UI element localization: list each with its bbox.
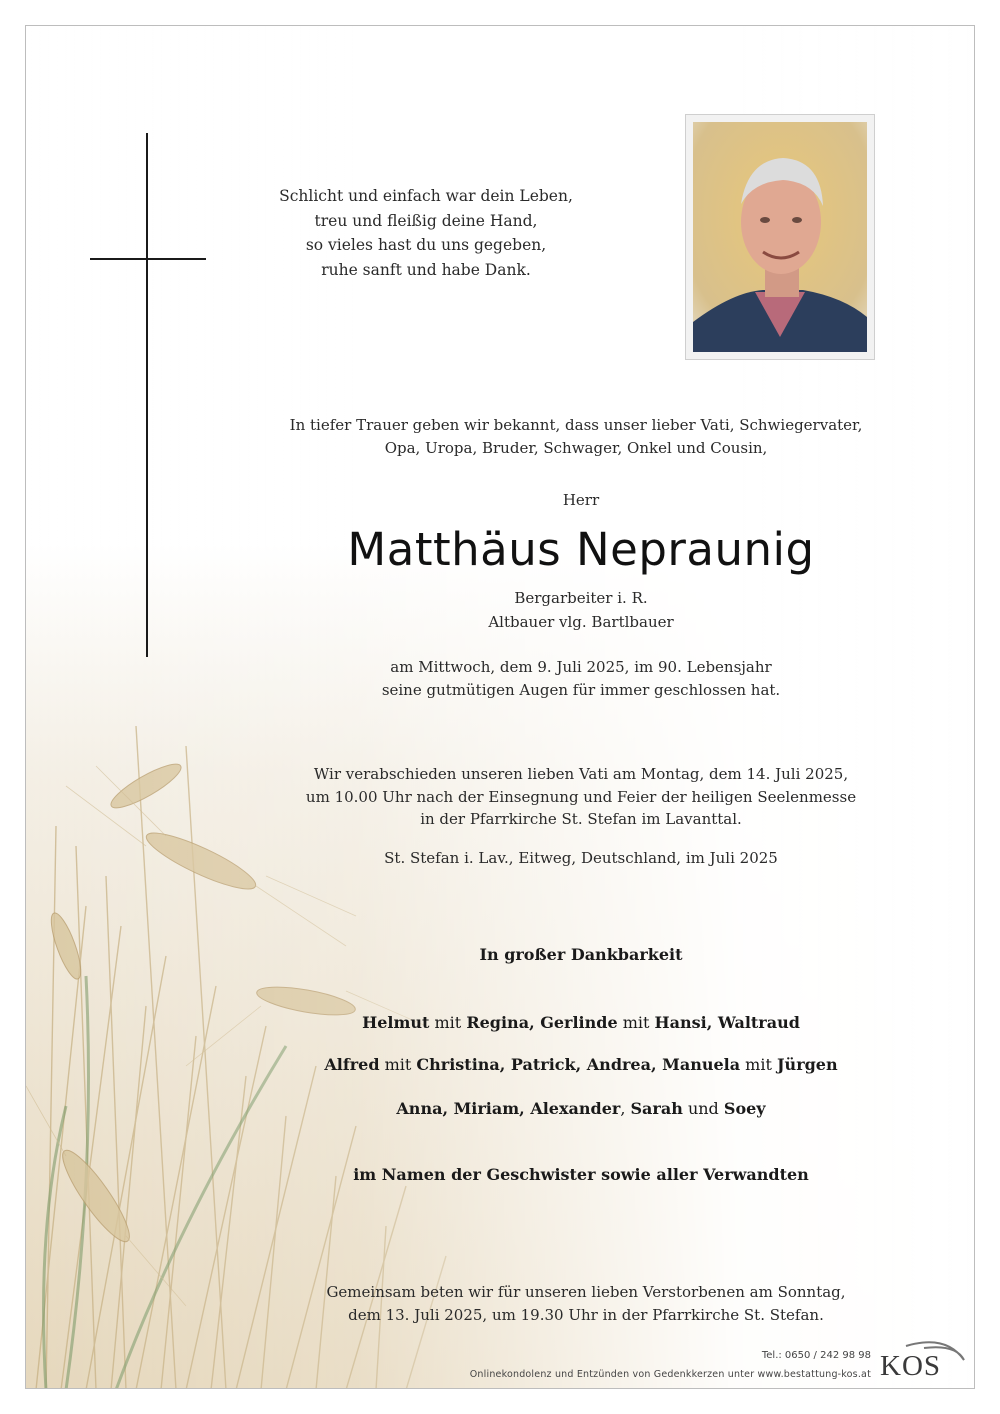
mourner-name: Alfred	[324, 1055, 380, 1074]
funeral-line: um 10.00 Uhr nach der Einsegnung und Feier der heiligen Seelenmesse	[305, 787, 857, 806]
mourner-name: Gerlinde	[540, 1013, 618, 1032]
intro-line: Opa, Uropa, Bruder, Schwager, Onkel und Cousin,	[384, 439, 768, 457]
poem-line: treu und fleißig deine Hand,	[314, 211, 538, 230]
mourner-connector: mit	[379, 1055, 417, 1074]
mourner-name: Jürgen	[776, 1055, 838, 1074]
mourner-name: ,	[519, 1099, 531, 1118]
mourner-name: Hansi	[654, 1013, 707, 1032]
funeral-line: Wir verabschieden unseren lieben Vati am Montag, dem 14. Juli 2025,	[313, 765, 849, 783]
funeral-home-phone: Tel.: 0650 / 242 98 98	[761, 1350, 871, 1361]
mourner-name: Helmut	[362, 1013, 430, 1032]
honorific: Herr	[562, 491, 600, 509]
gratitude-heading: In großer Dankbarkeit	[479, 945, 683, 964]
mourner-name: ,	[575, 1055, 587, 1074]
memorial-poem	[226, 184, 626, 282]
mourner-name: Christina	[416, 1055, 500, 1074]
mourner-name: Andrea	[586, 1055, 651, 1074]
mourners-line-3	[256, 1099, 906, 1118]
intro-line: In tiefer Trauer geben wir bekannt, dass unser lieber Vati, Schwiegervater,	[289, 416, 863, 434]
mourner-name: Soey	[723, 1099, 766, 1118]
mourner-connector: und	[682, 1099, 724, 1118]
logo-text: KOS	[880, 1350, 942, 1382]
mourner-name: ,	[442, 1099, 454, 1118]
mourner-name: Manuela	[662, 1055, 741, 1074]
poem-line: Schlicht und einfach war dein Leben,	[279, 187, 573, 205]
mourner-name: Waltraud	[717, 1013, 800, 1032]
funeral-line: in der Pfarrkirche St. Stefan im Lavanttal.	[420, 810, 742, 828]
mourner-connector: mit	[740, 1055, 777, 1074]
mourner-name: ,	[499, 1055, 511, 1074]
mourners-line-2	[256, 1055, 906, 1074]
funeral-details	[266, 763, 896, 831]
mourner-connector: mit	[429, 1013, 467, 1032]
mourner-name: Regina	[466, 1013, 530, 1032]
mourner-name: Sarah	[630, 1099, 683, 1118]
condolence-website-note: Onlinekondolenz und Entzünden von Gedenkkerzen unter www.bestattung-kos.at	[469, 1369, 871, 1380]
mourner-name: Alexander	[530, 1099, 621, 1118]
mourner-name: Miriam	[453, 1099, 520, 1118]
title-line: Bergarbeiter i. R.	[514, 589, 648, 607]
poem-line: ruhe sanft und habe Dank.	[321, 260, 531, 279]
prayer-line: dem 13. Juli 2025, um 19.30 Uhr in der Pfarrkirche St. Stefan.	[348, 1305, 824, 1324]
deceased-name: Matthäus Nepraunig	[347, 523, 815, 576]
obituary-page	[25, 25, 975, 1389]
prayer-line: Gemeinsam beten wir für unseren lieben Verstorbenen am Sonntag,	[326, 1283, 846, 1301]
passing-line: seine gutmütigen Augen für immer geschlossen hat.	[381, 680, 781, 699]
passing-line: am Mittwoch, dem 9. Juli 2025, im 90. Lebensjahr	[390, 658, 772, 676]
mourner-connector: ,	[620, 1099, 631, 1118]
announcement-intro	[256, 414, 896, 460]
title-line: Altbauer vlg. Bartlbauer	[488, 613, 674, 631]
relatives-note: im Namen der Geschwister sowie aller Verwandten	[353, 1165, 809, 1184]
mourner-connector: mit	[617, 1013, 655, 1032]
deceased-titles	[356, 586, 806, 634]
mourner-name: Anna	[396, 1099, 443, 1118]
cross-horizontal-bar	[90, 258, 206, 260]
passing-notice	[306, 656, 856, 701]
kos-logo	[876, 1338, 968, 1382]
cross-vertical-bar	[146, 133, 148, 657]
mourner-name: Patrick	[510, 1055, 576, 1074]
mourner-name: ,	[529, 1013, 541, 1032]
poem-line: so vieles hast du uns gegeben,	[305, 236, 547, 254]
mourners-line-1	[256, 1013, 906, 1032]
portrait-illustration	[693, 122, 867, 352]
prayer-notice	[286, 1281, 886, 1326]
mourner-name: ,	[706, 1013, 718, 1032]
deceased-portrait-photo	[685, 114, 875, 360]
mourner-name: ,	[650, 1055, 663, 1074]
place-and-date: St. Stefan i. Lav., Eitweg, Deutschland, im Juli 2025	[384, 849, 778, 867]
